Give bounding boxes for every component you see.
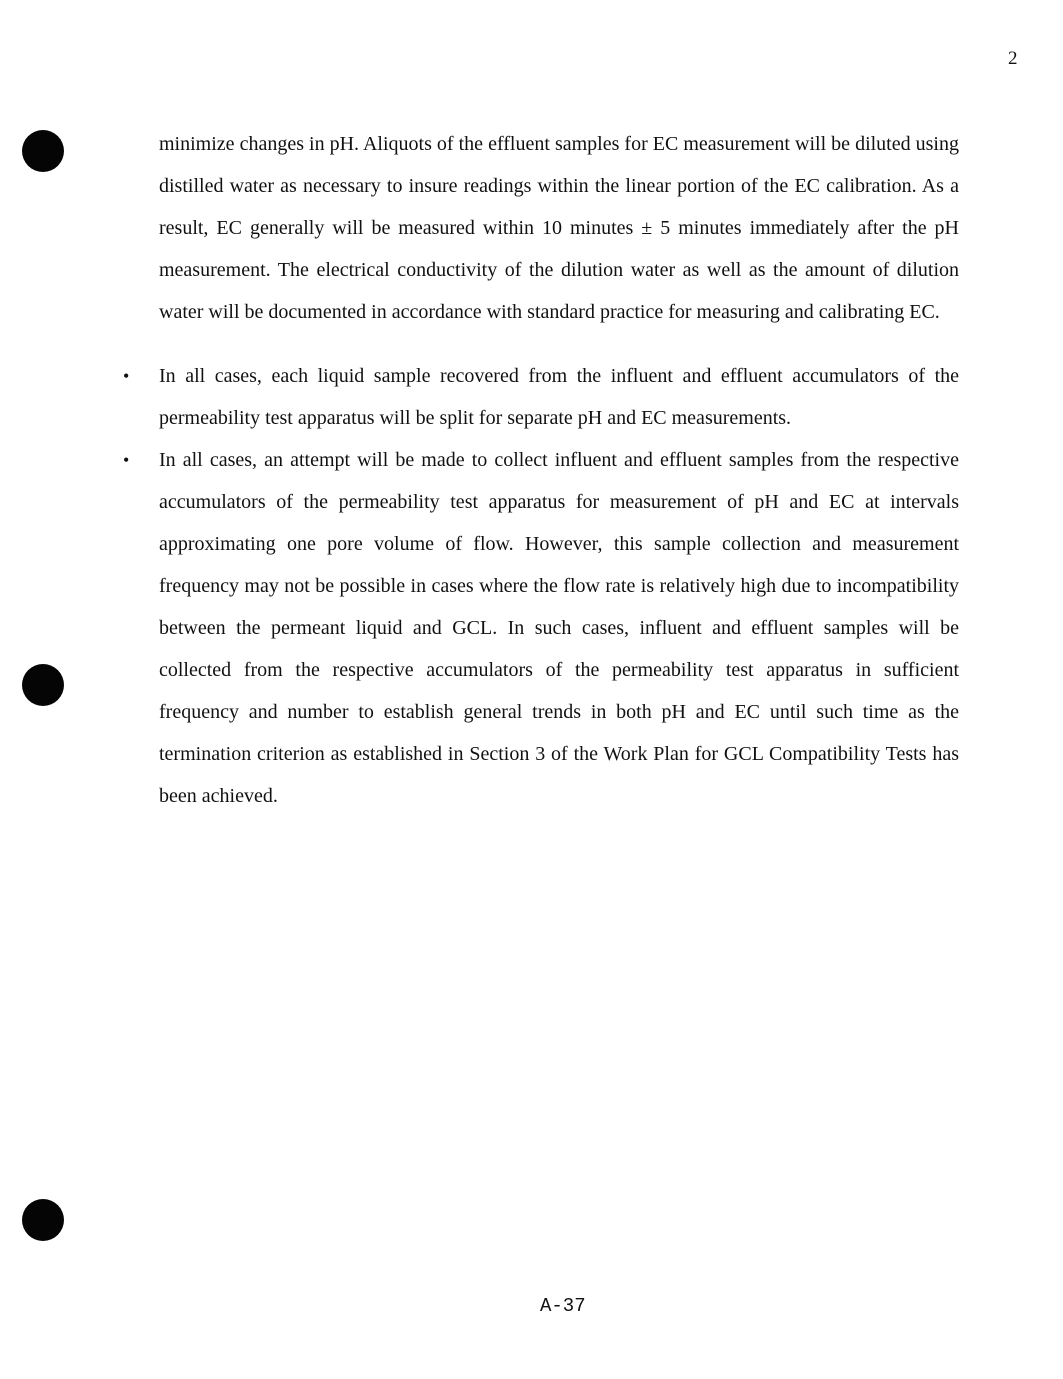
- bullet-item-sample-collection: [123, 439, 959, 817]
- continuation-paragraph: minimize changes in pH. Aliquots of the effluent samples for EC measurement will be diluted using distilled water as necessary to insure readings within the linear portion of the EC calibration. As a result, EC generally will be measured within 10 minutes ± 5 minutes immediately after the pH measurement. The electrical conductivity of the dilution water as well as the amount of dilution water will be documented in accordance with standard practice for measuring and calibrating EC.: [159, 133, 959, 323]
- binder-hole-bottom: [22, 1199, 64, 1241]
- bullet-icon: •: [123, 366, 130, 386]
- binder-hole-middle: [22, 664, 64, 706]
- bullet-item-sample-split: [123, 355, 959, 439]
- bullet-text: In all cases, each liquid sample recovered from the influent and effluent accumulators of the permeability test apparatus will be split for separate pH and EC measurements.: [159, 365, 959, 429]
- page-number: 2: [1008, 48, 1018, 69]
- bullet-list: [123, 355, 959, 817]
- bullet-text: In all cases, an attempt will be made to collect influent and effluent samples from the respective accumulators of the permeability test apparatus for measurement of pH and EC at intervals approximating one pore volume of flow. However, this sample collection and measurement frequency may not be possible in cases where the flow rate is relatively high due to incompatibility between the permeant liquid and GCL. In such cases, influent and effluent samples will be collected from the respective accumulators of the permeability test apparatus in sufficient frequency and number to establish general trends in both pH and EC until such time as the termination criterion as established in Section 3 of the Work Plan for GCL Compatibility Tests has been achieved.: [159, 449, 959, 807]
- binder-hole-top: [22, 130, 64, 172]
- footer-page-label: A-37: [540, 1295, 586, 1317]
- bullet-icon: •: [123, 450, 130, 470]
